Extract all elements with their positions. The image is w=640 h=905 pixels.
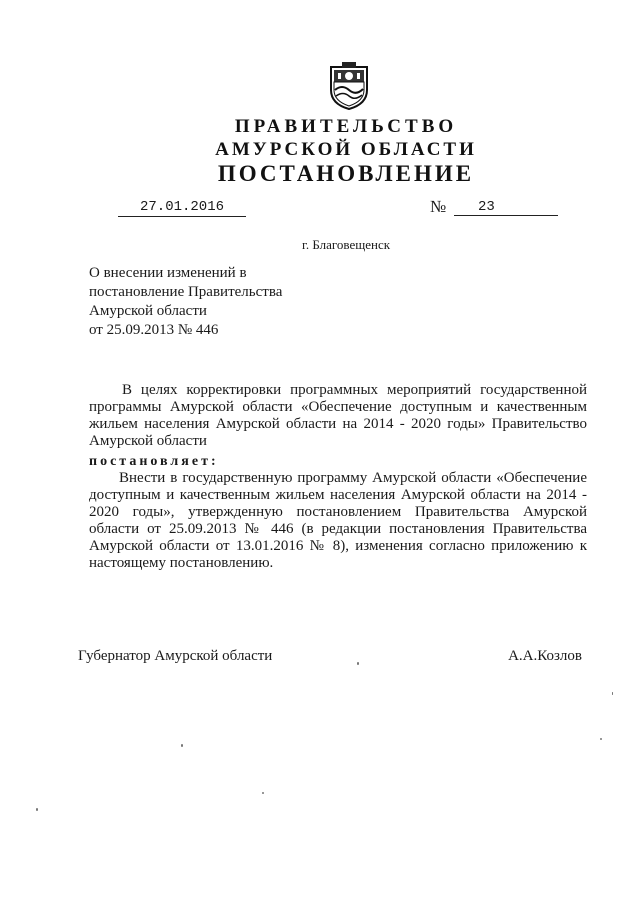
scan-speck — [357, 662, 359, 665]
city-label: г. Благовещенск — [301, 237, 391, 252]
number-sign: № — [430, 197, 447, 216]
scan-speck — [36, 808, 38, 811]
organization-name-line1: ПРАВИТЕЛЬСТВО — [234, 116, 458, 137]
decision-paragraph: Внести в государственную программу Амурской области «Обеспечение доступным и качественным жильем населения Амурской области на 2014 - 2020 годы», утвержденную постановлением Правительства Амурской области от 25.09.2013 № 446 (в редакции постановления Правительства Амурской области от 13.01.2016 № 8), изменения согласно приложению к настоящему постановлению. — [89, 470, 587, 571]
subject-line: постановление Правительства — [89, 284, 283, 300]
signer-title: Губернатор Амурской области — [78, 648, 273, 664]
organization-name-line2: АМУРСКОЙ ОБЛАСТИ — [215, 139, 477, 160]
scan-speck — [181, 744, 183, 747]
preamble-paragraph: В целях корректировки программных мероприятий государственной программы Амурской области «Обеспечение доступным и качественным жильем населения Амурской области на 2014 - 2020 годы» Правительство Амурской области — [89, 382, 587, 449]
scan-speck — [600, 738, 602, 740]
subject-line: Амурской области — [89, 303, 207, 319]
document-type-title: ПОСТАНОВЛЕНИЕ — [217, 161, 475, 186]
scan-speck — [262, 792, 264, 794]
document-date: 27.01.2016 — [118, 198, 246, 217]
subject-line: от 25.09.2013 № 446 — [89, 322, 219, 338]
document-subject — [89, 264, 319, 340]
coat-of-arms-icon — [328, 62, 370, 110]
document-number: 23 — [454, 198, 558, 216]
scan-speck — [612, 692, 613, 695]
subject-line: О внесении изменений в — [89, 265, 247, 281]
decree-word: постановляет: — [89, 454, 219, 469]
signer-name: А.А.Козлов — [508, 648, 582, 664]
